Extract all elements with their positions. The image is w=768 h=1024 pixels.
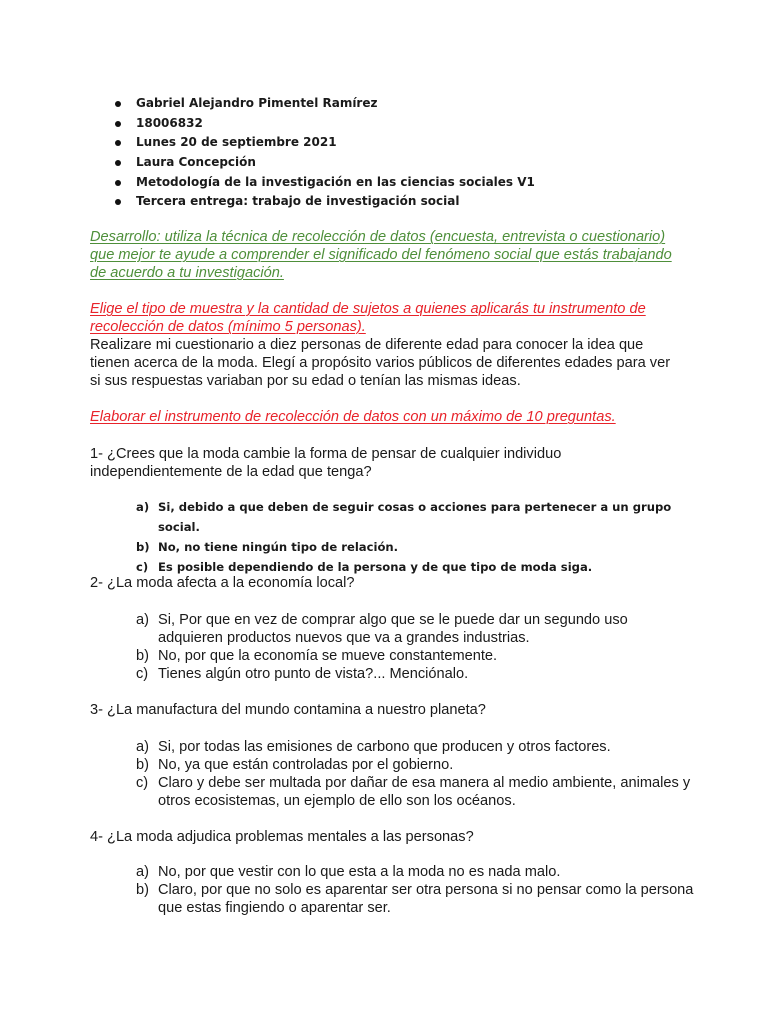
question-3: 3- ¿La manufactura del mundo contamina a nuestro planeta? [90, 702, 486, 718]
option-text: No, por que vestir con lo que esta a la moda no es nada malo. [158, 864, 561, 880]
option-letter: c) [136, 666, 149, 682]
question-4: 4- ¿La moda adjudica problemas mentales a las personas? [90, 829, 474, 845]
question-1-options [136, 497, 696, 577]
sample-description: Realizare mi cuestionario a diez personas de diferente edad para conocer la idea que tienen acerca de la moda. Elegí a propósito varios públicos de diferentes edades para ver si sus respuestas variaban por su edad o tenían las mismas ideas. [90, 337, 671, 389]
student-name: Gabriel Alejandro Pimentel Ramírez [112, 94, 535, 114]
option-letter: b) [136, 882, 149, 898]
option-text: Si, Por que en vez de comprar algo que se le puede dar un segundo uso adquieren productos nuevos que va a grandes industrias. [158, 612, 628, 646]
option [136, 665, 696, 683]
option-text: No, no tiene ningún tipo de relación. [158, 540, 399, 554]
development-instruction: Desarrollo: utiliza la técnica de recolección de datos (encuesta, entrevista o cuestionario) que mejor te ayude a comprender el significado del fenómeno social que estás trabajando de acuerdo a tu investigación. [90, 229, 672, 281]
option-letter: b) [136, 648, 149, 664]
option-text: Tienes algún otro punto de vista?... Menciónalo. [158, 666, 469, 682]
option [136, 774, 696, 810]
teacher-name: Laura Concepción [112, 153, 535, 173]
option-letter: a) [136, 500, 150, 514]
option [136, 497, 696, 537]
option [136, 881, 696, 917]
question-1: 1- ¿Crees que la moda cambie la forma de pensar de cualquier individuo independientemente de la edad que tenga? [90, 446, 562, 480]
option-letter: a) [136, 612, 149, 628]
option-text: Claro, por que no solo es aparentar ser otra persona si no pensar como la persona que estas fingiendo o aparentar ser. [158, 882, 694, 916]
question-4-options [136, 863, 696, 917]
option [136, 756, 696, 774]
option-letter: b) [136, 540, 150, 554]
question-2: 2- ¿La moda afecta a la economía local? [90, 575, 355, 591]
option [136, 537, 696, 557]
sample-instruction: Elige el tipo de muestra y la cantidad de sujetos a quienes aplicarás tu instrumento de recolección de datos (mínimo 5 personas). [90, 301, 646, 335]
course-name: Metodología de la investigación en las ciencias sociales V1 [112, 173, 535, 193]
option [136, 863, 696, 881]
option-text: No, ya que están controladas por el gobierno. [158, 757, 454, 773]
option-text: Si, por todas las emisiones de carbono que producen y otros factores. [158, 739, 611, 755]
option-letter: c) [136, 775, 149, 791]
option-letter: c) [136, 560, 149, 574]
option [136, 738, 696, 756]
option [136, 647, 696, 665]
assignment-title: Tercera entrega: trabajo de investigación social [112, 192, 535, 212]
option-letter: b) [136, 757, 149, 773]
header-info-list [112, 94, 535, 212]
option-letter: a) [136, 864, 149, 880]
student-id: 18006832 [112, 114, 535, 134]
option-text: Si, debido a que deben de seguir cosas o acciones para pertenecer a un grupo social. [158, 500, 672, 534]
option-text: Es posible dependiendo de la persona y de que tipo de moda siga. [158, 560, 593, 574]
option [136, 611, 696, 647]
option-letter: a) [136, 739, 149, 755]
question-3-options [136, 738, 696, 810]
question-2-options [136, 611, 696, 683]
date: Lunes 20 de septiembre 2021 [112, 133, 535, 153]
option-text: No, por que la economía se mueve constantemente. [158, 648, 498, 664]
instrument-instruction: Elaborar el instrumento de recolección de datos con un máximo de 10 preguntas. [90, 409, 616, 425]
option-text: Claro y debe ser multada por dañar de esa manera al medio ambiente, animales y otros ecosistemas, un ejemplo de ello son los océanos. [158, 775, 691, 809]
